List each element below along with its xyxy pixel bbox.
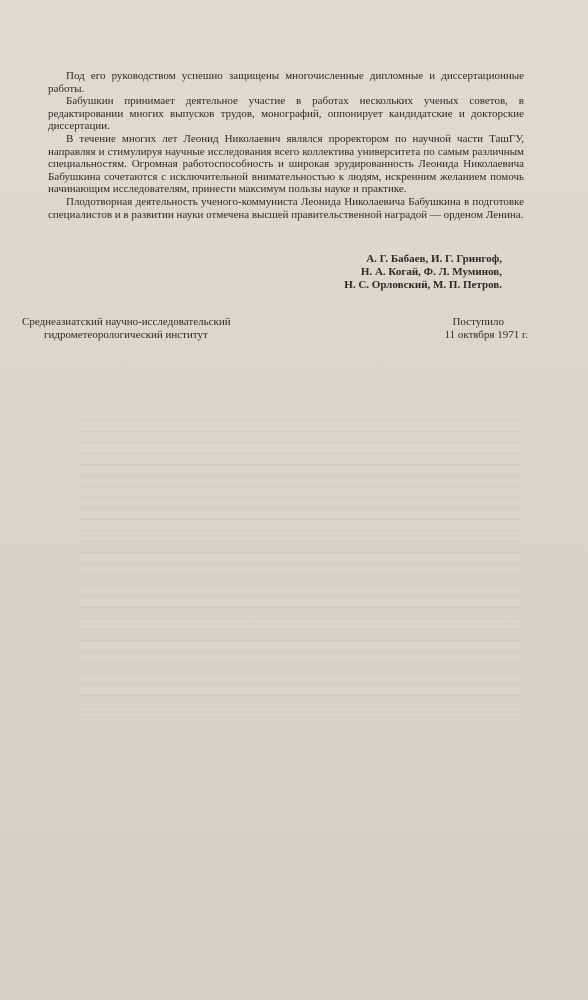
received-label: Поступило <box>452 316 504 328</box>
article-body <box>48 70 524 221</box>
institute-line: гидрометеорологический институт <box>44 329 208 341</box>
paragraph: Бабушкин принимает деятельное участие в работах нескольких ученых советов, в редактировании многих выпусков трудов, монографий, оппонирует кандидатские и докторские диссертации. <box>48 95 524 133</box>
bleed-through-texture <box>80 420 520 720</box>
paragraph: Плодотворная деятельность ученого-коммуниста Леонида Николаевича Бабушкина в подготовке специалистов и в развитии науки отмечена высшей правительственной наградой — орденом Ленина. <box>48 195 524 221</box>
paragraph: В течение многих лет Леонид Николаевич являлся проректором по научной части ТашГУ, направляя и стимулируя научные исследования всего коллектива университета по самым различным специальностям. Огромная работоспособность и широкая эрудированность Леонида Николаевича Бабушкина сочетаются с исключительной внимательностью к людям, искренним желанием помочь начинающим исследователям, принести максимум пользы науке и практике. <box>48 132 524 196</box>
author-line: Н. А. Когай, Ф. Л. Муминов, <box>360 266 502 278</box>
author-line: А. Г. Бабаев, И. Г. Грингоф, <box>366 253 502 265</box>
paragraph: Под его руководством успешно защищены многочисленные дипломные и диссертационные работы. <box>48 70 524 95</box>
author-line: Н. С. Орловский, М. П. Петров. <box>344 279 502 291</box>
institute-affiliation <box>22 316 312 342</box>
received-date: 11 октября 1971 г. <box>444 329 528 341</box>
institute-line: Среднеазиатский научно-исследовательский <box>22 316 231 328</box>
received-date-block <box>390 316 528 342</box>
author-signatures <box>230 253 502 292</box>
